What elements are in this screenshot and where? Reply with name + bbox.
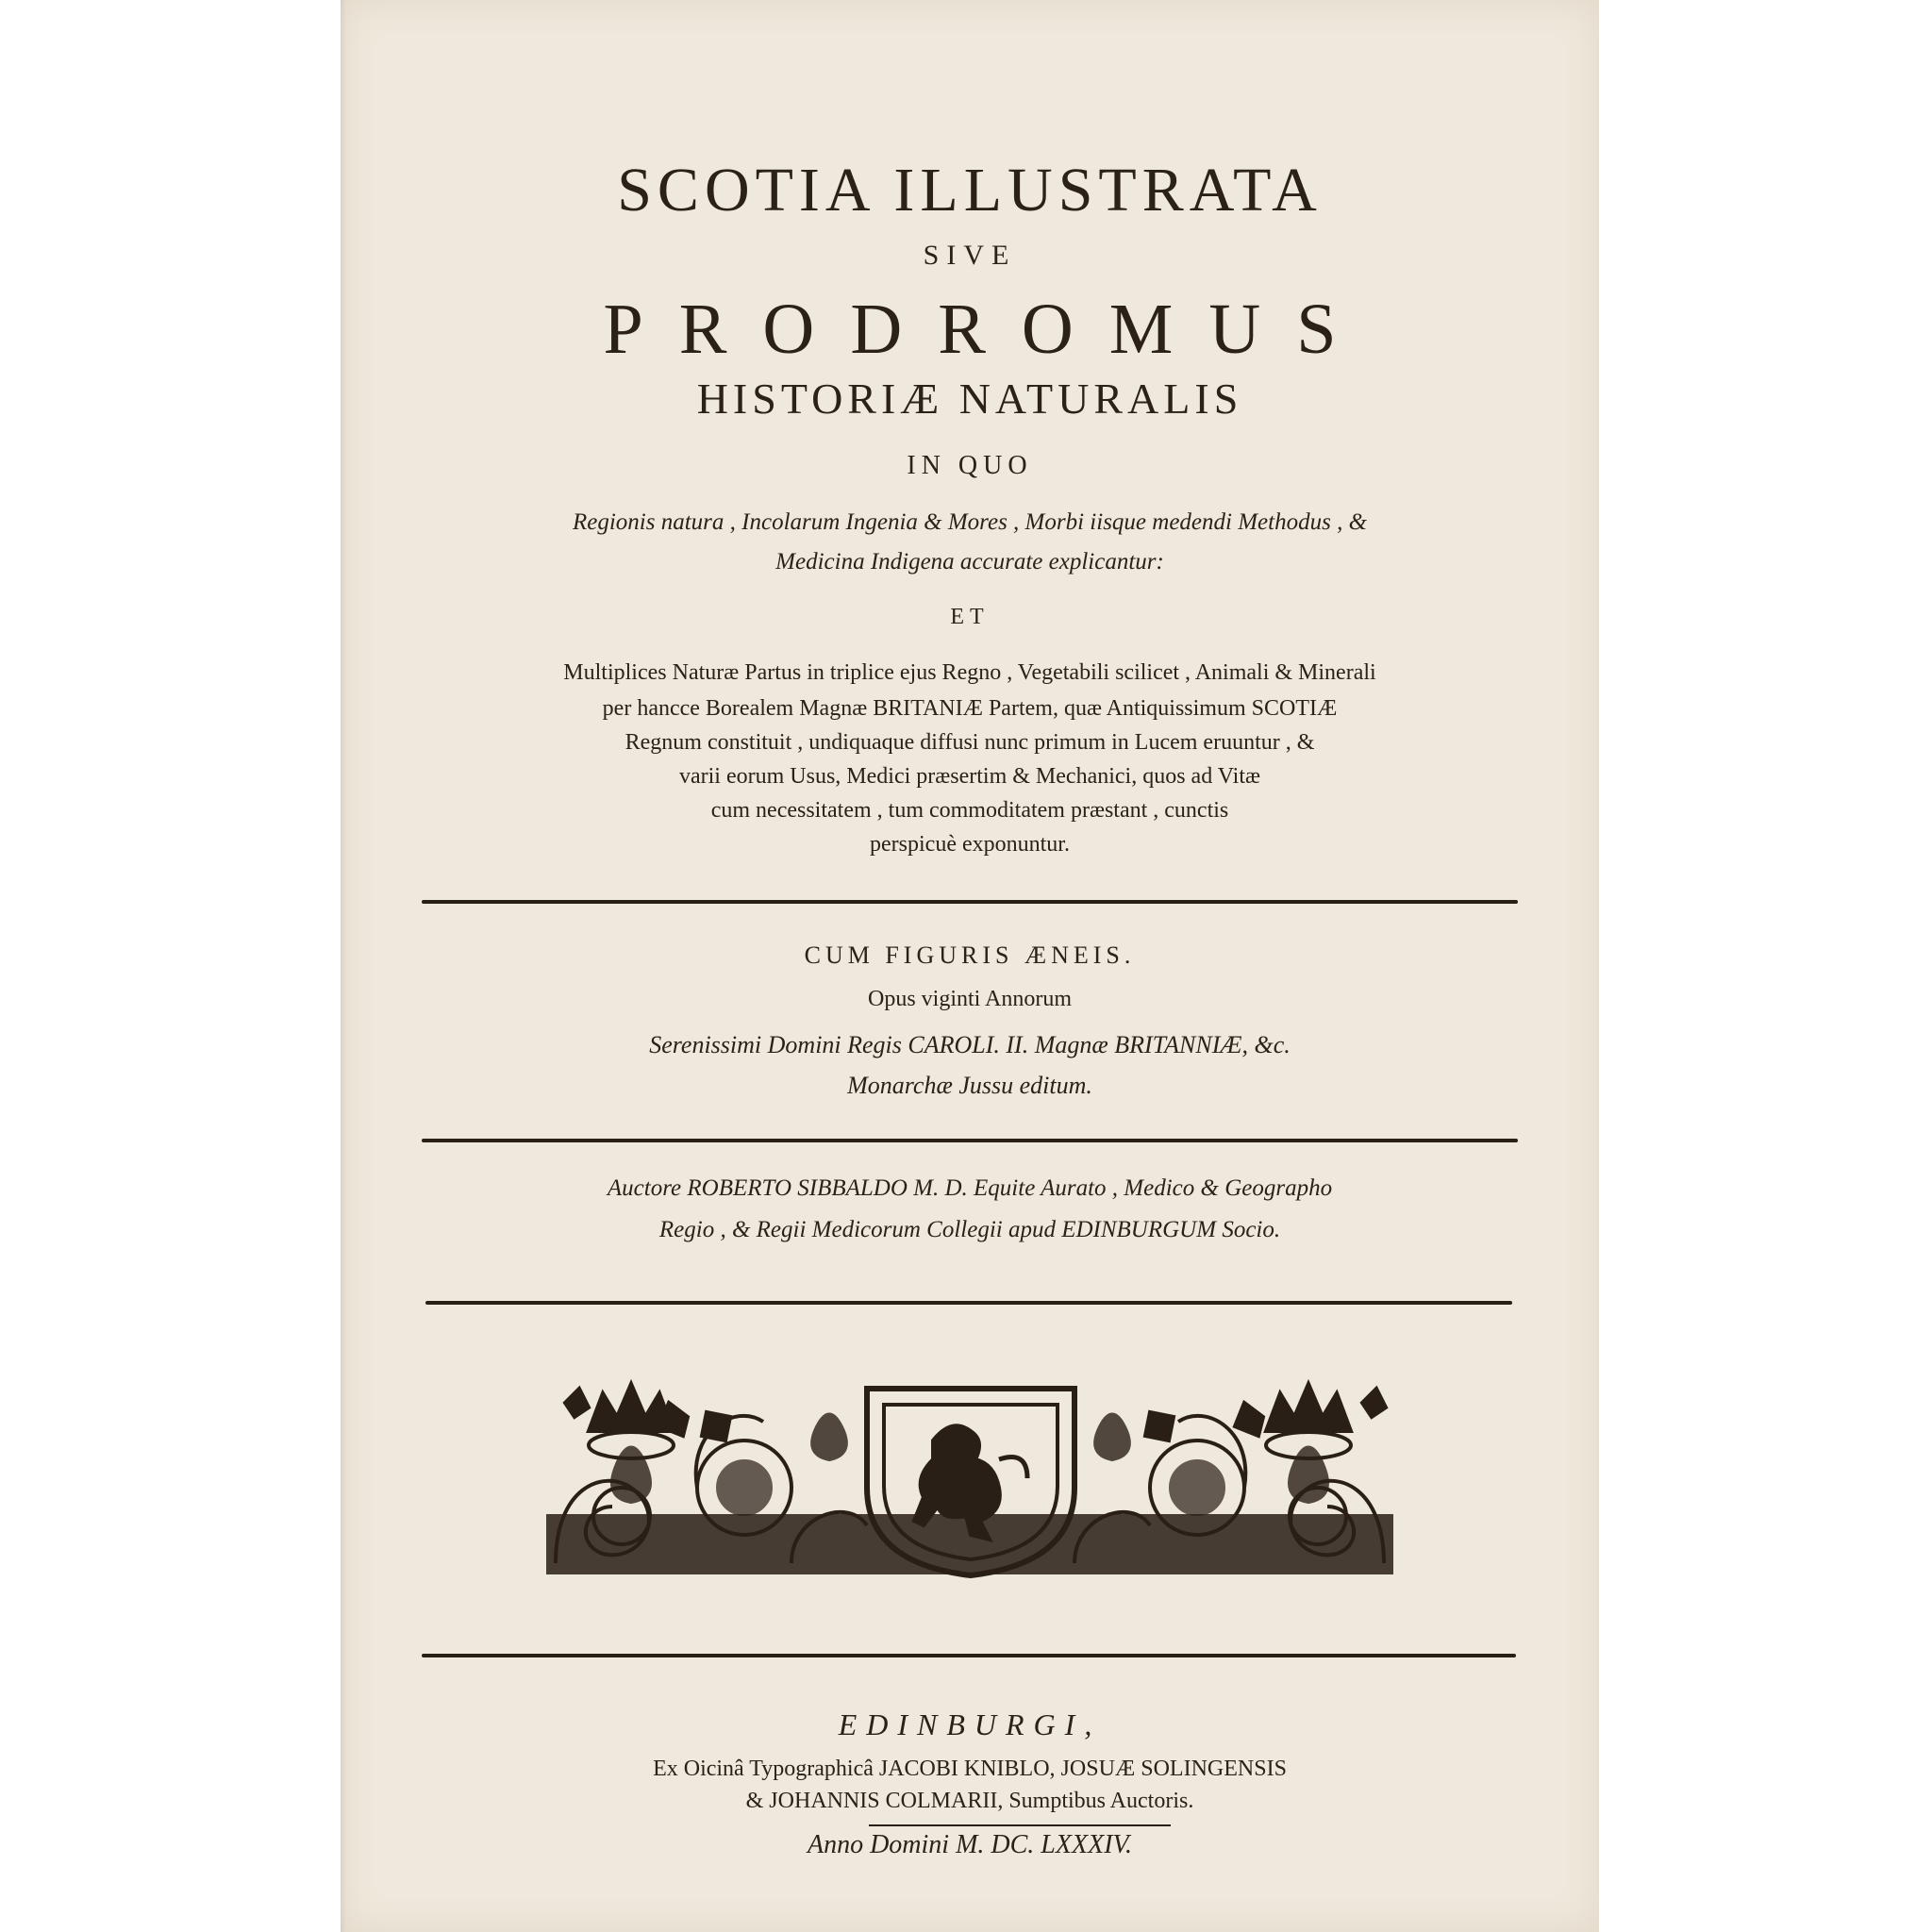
body-line: Regnum constituit , undiquaque diffusi nunc primum in Lucem eruuntur , & bbox=[625, 730, 1315, 755]
monarchae-line: Monarchæ Jussu editum. bbox=[847, 1072, 1092, 1099]
cum-figuris-line: CUM FIGURIS ÆNEIS. bbox=[804, 941, 1136, 969]
divider-rule bbox=[422, 1654, 1516, 1657]
author-line-1: Auctore ROBERTO SIBBALDO M. D. Equite Aurato , Medico & Geographo bbox=[607, 1175, 1333, 1201]
in-quo-line: IN QUO bbox=[907, 451, 1033, 480]
historiae-heading: HISTORIÆ NATURALIS bbox=[696, 375, 1243, 423]
divider-rule bbox=[422, 900, 1518, 904]
body-line: cum necessitatem , tum commoditatem præstant , cunctis bbox=[710, 798, 1229, 823]
subtitle-italic-line-1: Regionis natura , Incolarum Ingenia & Mores , Morbi iisque medendi Methodus , & bbox=[572, 509, 1368, 535]
book-title: SCOTIA ILLUSTRATA bbox=[617, 156, 1323, 225]
imprint-line-2: & JOHANNIS COLMARII, Sumptibus Auctoris. bbox=[745, 1789, 1194, 1813]
body-line: perspicuè exponuntur. bbox=[870, 832, 1070, 857]
title-page bbox=[341, 0, 1599, 1932]
author-line-2: Regio , & Regii Medicorum Collegii apud EDINBURGUM Socio. bbox=[658, 1217, 1281, 1242]
prodromus-heading: PRODROMUS bbox=[603, 290, 1373, 369]
serenissimi-line: Serenissimi Domini Regis CAROLI. II. Magnæ BRITANNIÆ, &c. bbox=[649, 1031, 1291, 1058]
body-line: Multiplices Naturæ Partus in triplice ejus Regno , Vegetabili scilicet , Animali & Minerali bbox=[563, 660, 1376, 685]
imprint-line-1: Ex Oicinâ Typographicâ JACOBI KNIBLO, JOSUÆ SOLINGENSIS bbox=[653, 1757, 1287, 1781]
body-line: varii eorum Usus, Medici præsertim & Mechanici, quos ad Vitæ bbox=[678, 764, 1261, 789]
divider-rule bbox=[425, 1301, 1512, 1305]
et-line: ET bbox=[950, 605, 990, 629]
imprint-city: EDINBURGI, bbox=[838, 1707, 1102, 1741]
sive-word: SIVE bbox=[923, 240, 1017, 271]
body-line: per hancce Borealem Magnæ BRITANIÆ Partem, quæ Antiquissimum SCOTIÆ bbox=[602, 696, 1338, 721]
imprint-year: Anno Domini M. DC. LXXXIV. bbox=[807, 1830, 1133, 1859]
imprint-short-rule bbox=[869, 1824, 1171, 1826]
thistle-rose-lion-shield-woodcut-icon bbox=[546, 1374, 1393, 1578]
subtitle-italic-line-2: Medicina Indigena accurate explicantur: bbox=[775, 549, 1164, 575]
opus-line: Opus viginti Annorum bbox=[867, 987, 1072, 1011]
divider-rule bbox=[422, 1139, 1518, 1142]
